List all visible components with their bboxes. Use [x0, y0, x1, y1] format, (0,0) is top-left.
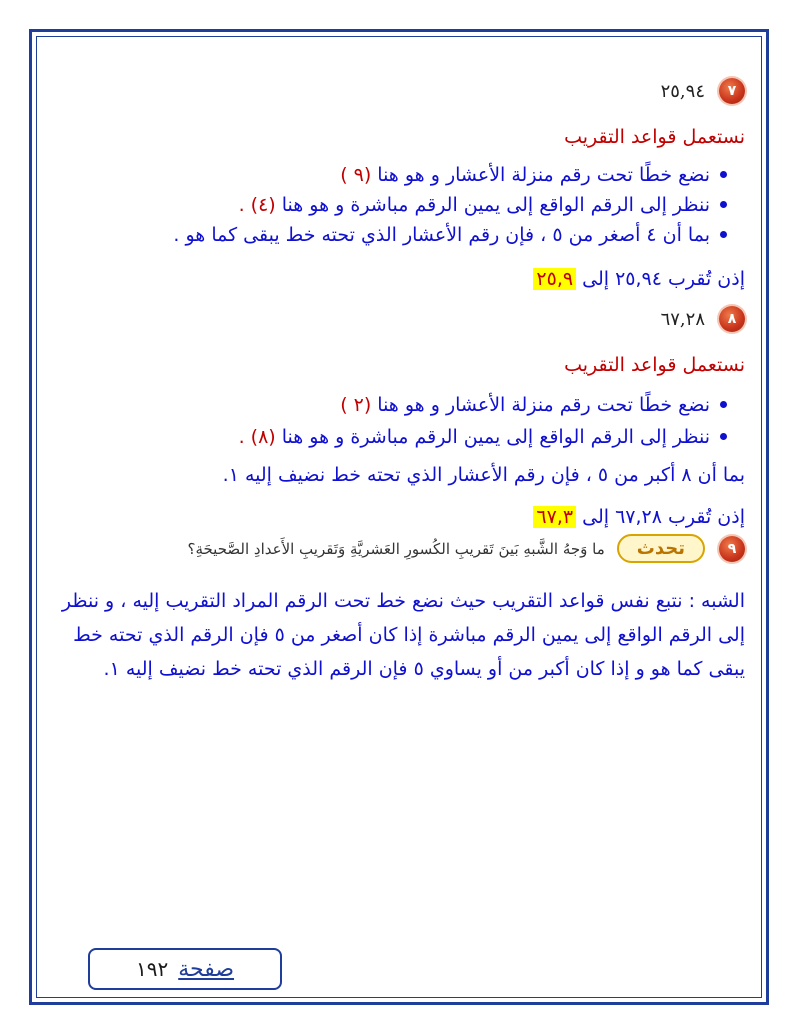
question-number-badge: ٧ [719, 78, 745, 104]
bullet-text: ننظر إلى الرقم الواقع إلى يمين الرقم مباشرة و هو هنا [281, 194, 710, 216]
bullet-icon [720, 231, 727, 238]
result-highlight: ٦٧,٣ [533, 506, 576, 528]
bullet-item [239, 194, 745, 216]
page-number-box [88, 948, 282, 990]
bullet-item [340, 394, 745, 416]
discuss-pill: تحدث [617, 534, 705, 563]
question-text: ما وَجهُ الشَّبهِ بَينَ تَقريبِ الكُسورِ العَشريَّةِ وَتَقريبِ الأَعدادِ الصَّحيحَةِ؟ [187, 539, 605, 558]
question-number-badge: ٩ [719, 536, 745, 562]
page-number: ١٩٢ [135, 957, 169, 981]
bullet-icon [720, 201, 727, 208]
result-line [533, 268, 745, 290]
rules-title: نستعمل قواعد التقريب [564, 354, 745, 376]
result-highlight: ٢٥,٩ [533, 268, 576, 290]
bullet-text: نضع خطًا تحت رقم منزلة الأعشار و هو هنا [377, 394, 710, 416]
bullet-text: ننظر إلى الرقم الواقع إلى يمين الرقم مباشرة و هو هنا [281, 426, 710, 448]
bullet-item [239, 426, 745, 448]
bullet-digit: (٢ ) [340, 394, 372, 416]
bullet-digit: (٩ ) [340, 164, 372, 186]
bullet-item [340, 164, 745, 186]
question-number-badge: ٨ [719, 306, 745, 332]
bullet-icon [720, 401, 727, 408]
question-value: ٢٥,٩٤ [660, 80, 705, 102]
question-8-header [661, 306, 745, 332]
question-value: ٦٧,٢٨ [660, 308, 705, 330]
page-label: صفحة [178, 956, 235, 982]
result-prefix: إذن تُقرب ٦٧,٢٨ إلى [582, 506, 745, 528]
question-7-header [661, 78, 745, 104]
rules-title: نستعمل قواعد التقريب [564, 126, 745, 148]
bullet-digit: (٤) . [238, 194, 276, 216]
bullet-text: نضع خطًا تحت رقم منزلة الأعشار و هو هنا [377, 164, 710, 186]
result-line [533, 506, 745, 528]
bullet-text: بما أن ٤ أصغر من ٥ ، فإن رقم الأعشار الذي تحته خط يبقى كما هو . [173, 224, 710, 246]
bullet-icon [720, 171, 727, 178]
note-line: بما أن ٨ أكبر من ٥ ، فإن رقم الأعشار الذي تحته خط نضيف إليه ١. [222, 464, 745, 486]
bullet-digit: (٨) . [238, 426, 276, 448]
bullet-icon [720, 433, 727, 440]
bullet-item [173, 224, 745, 246]
answer-paragraph: الشبه : نتبع نفس قواعد التقريب حيث نضع خط تحت الرقم المراد التقريب إليه ، و ننظر إلى الرقم الواقع إلى يمين الرقم مباشرة إذا كان أصغر من ٥ فإن الرقم الذي تحته خط يبقى كما هو و إذا كان أكبر من أو يساوي ٥ فإن الرقم الذي تحته خط نضيف إليه ١. [61, 590, 745, 680]
result-prefix: إذن تُقرب ٢٥,٩٤ إلى [582, 268, 745, 290]
question-9-header [187, 534, 745, 563]
